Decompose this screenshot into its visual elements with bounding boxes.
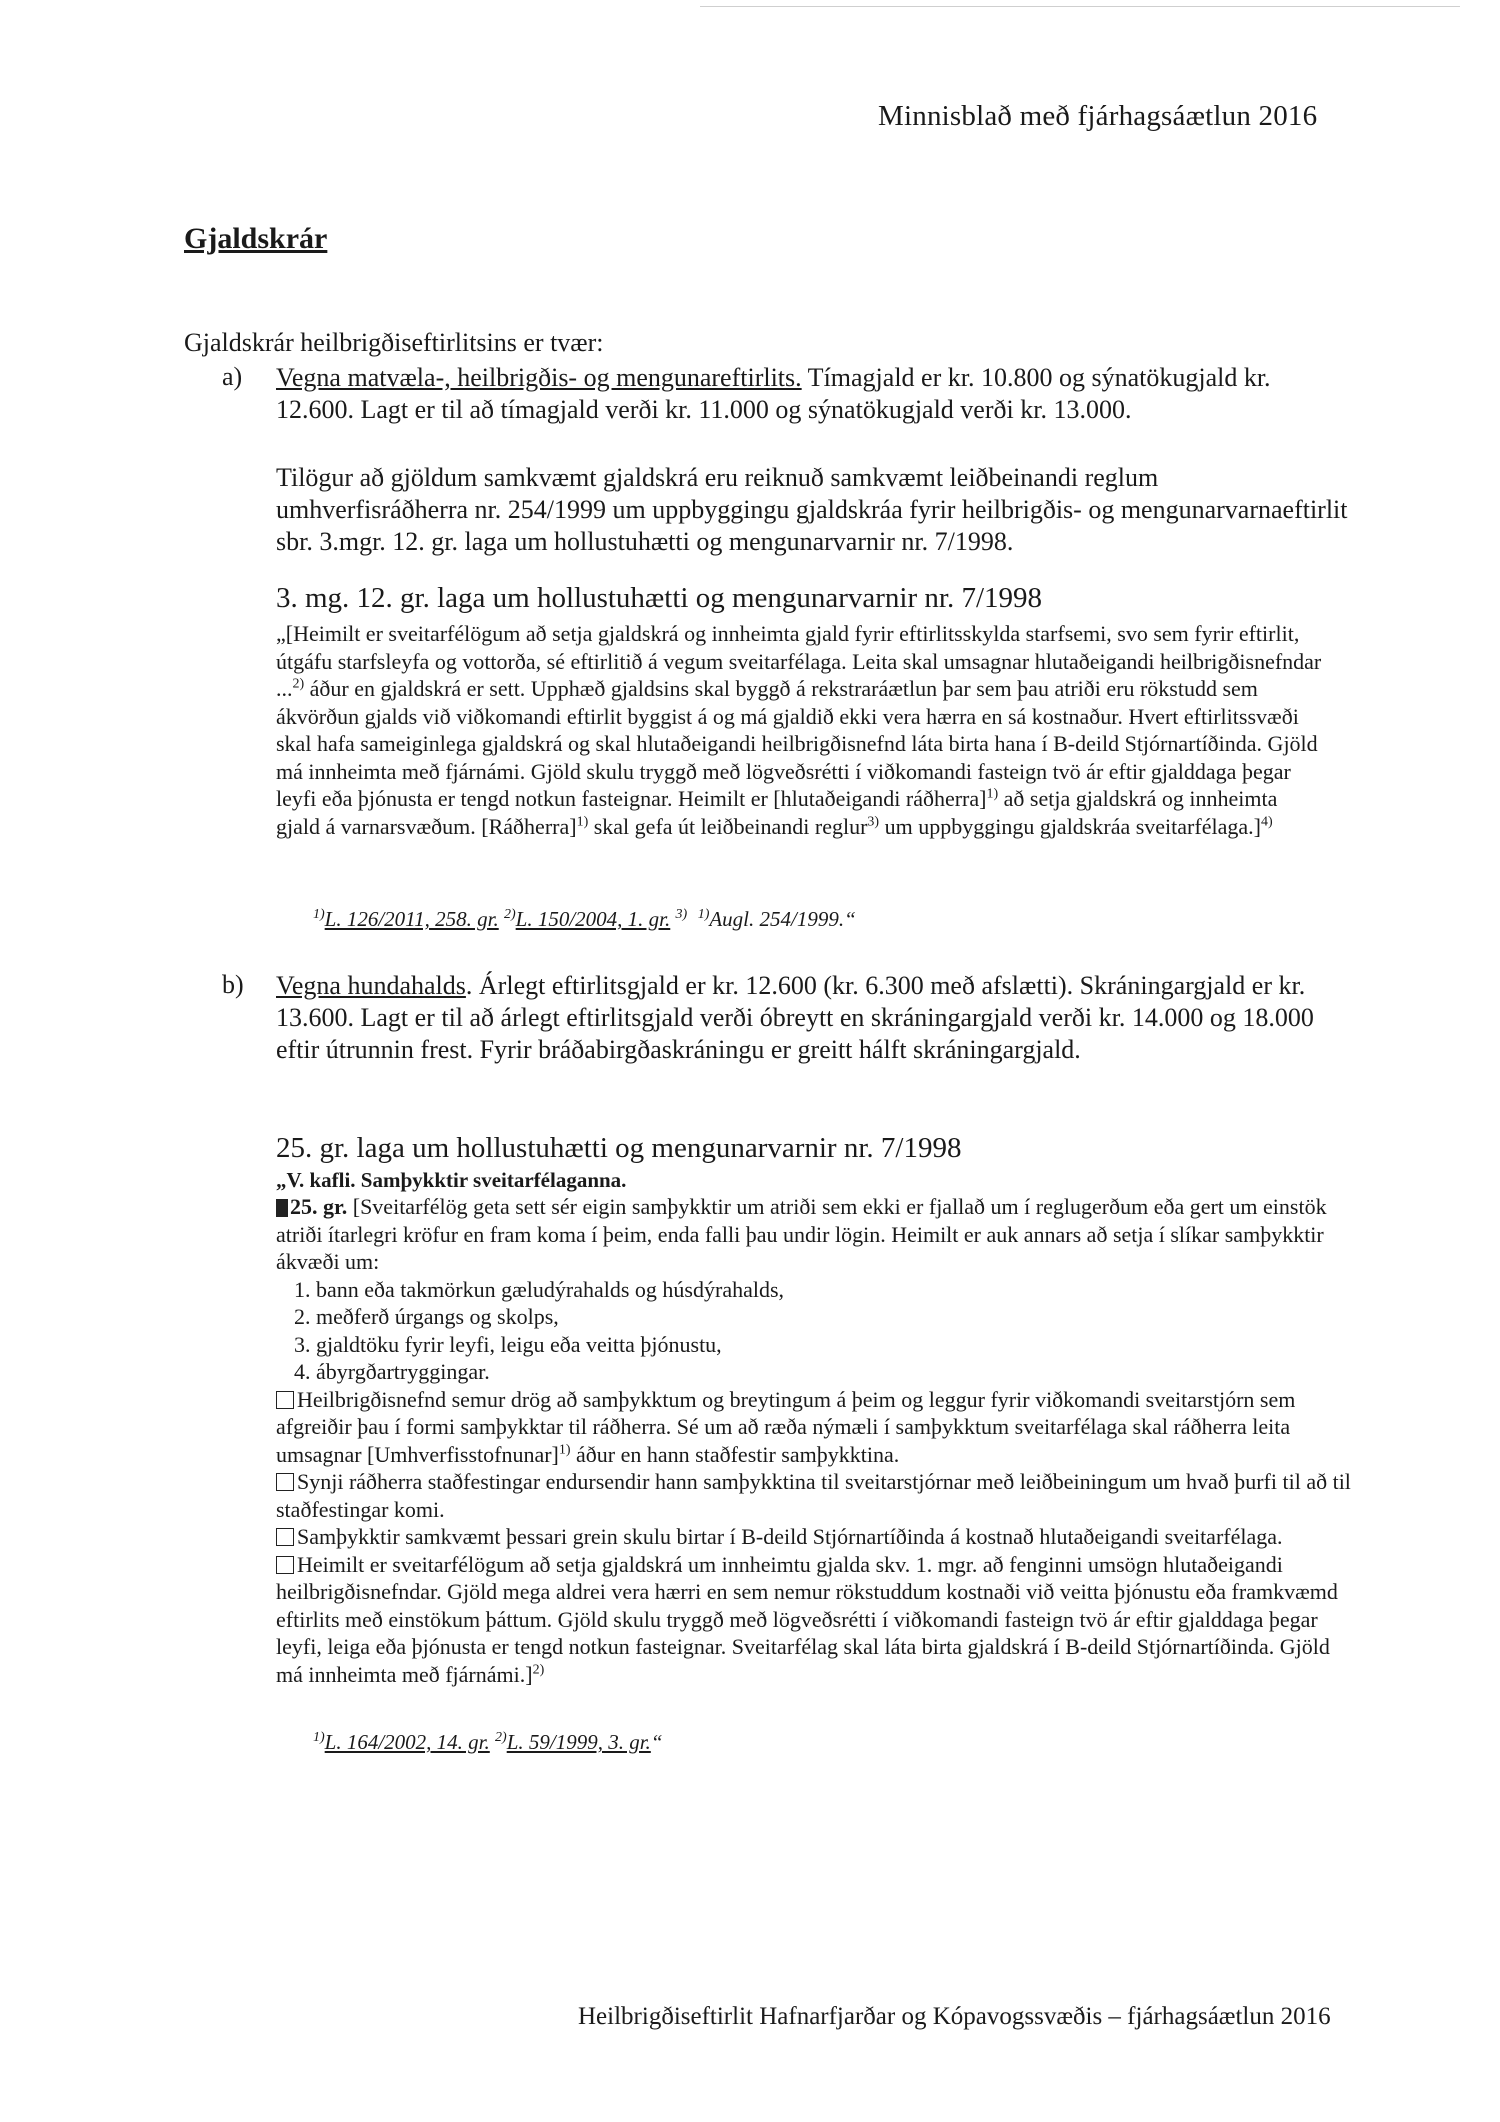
list-item: 4. ábyrgðartryggingar. <box>294 1359 490 1384</box>
item-b-footnotes <box>313 1730 663 1755</box>
item-b-heading: Vegna hundahalds <box>276 971 466 1000</box>
footnote-text: Augl. 254/1999.“ <box>709 907 856 931</box>
footnote-ref: 2) <box>292 676 305 692</box>
page-header: Minnisblað með fjárhagsáætlun 2016 <box>878 100 1318 132</box>
quote-text: að setja gjaldskrá og innheimta gjald á varnarsvæðum. [Ráðherra] <box>276 786 1278 839</box>
footnote-ref: 2) <box>532 1662 545 1678</box>
footnote-ref: 1) <box>576 814 589 830</box>
item-b-paragraph <box>276 970 1356 1066</box>
paragraph-marker-icon <box>276 1528 294 1546</box>
article-text: [Sveitarfélög geta sett sér eigin samþykktir um atriði sem ekki er fjallað um í reglugerðum eða gert um einstök atriði ítarlegri kröfur en fram koma í þeim, enda falli þau undir lögin. Heimilt er auk annars að setja í slíkar samþykktir ákvæði um: <box>276 1194 1327 1274</box>
footnote-link[interactable]: L. 59/1999, 3. gr. <box>506 1730 651 1754</box>
article-paragraph <box>276 1386 1356 1469</box>
footnote-ref: 2) <box>503 907 516 922</box>
footnote-ref: 2) <box>495 1730 507 1745</box>
item-a-law-quote <box>276 620 1326 840</box>
item-a-footnotes <box>313 907 856 932</box>
quote-text: „[Heimilt er sveitarfélögum að setja gjaldskrá og innheimta gjald fyrir eftirlitsskylda starfsemi, svo sem fyrir eftirlit, útgáfu starfsleyfa og vottorða, sé eftirlitið á vegum sveitarfélaga. Leita skal umsagnar hlutaðeigandi heilbrigðisnefndar ... <box>276 621 1322 701</box>
item-b-law-quote <box>276 1193 1356 1688</box>
section-marker-icon <box>276 1199 288 1217</box>
paragraph-marker-icon <box>276 1556 294 1574</box>
paragraph-text: áður en hann staðfestir samþykktina. <box>570 1441 900 1467</box>
article-paragraph <box>276 1193 1356 1276</box>
paragraph-marker-icon <box>276 1391 294 1409</box>
item-a-label: a) <box>222 362 243 391</box>
paragraph-text: Samþykktir samkvæmt þessari grein skulu birtar í B-deild Stjórnartíðinda á kostnað hlutaðeigandi sveitarfélaga. <box>297 1524 1283 1549</box>
paragraph-text: Heilbrigðisnefnd semur drög að samþykktum og breytingum á þeim og leggur fyrir viðkomandi sveitarstjórn sem afgreiðir þau í formi samþykktar til ráðherra. Sé um að ræða nýmæli í samþykktum sveitarfélaga skal ráðherra leita umsagnar [Umhverfisstofnunar] <box>276 1386 1296 1467</box>
footnote-ref: 1) <box>313 907 325 922</box>
footnote-ref: 1) <box>313 1730 325 1745</box>
item-b-label: b) <box>222 970 244 999</box>
list-item: 2. meðferð úrgangs og skolps, <box>294 1304 559 1329</box>
quote-text: skal gefa út leiðbeinandi reglur <box>588 813 868 839</box>
quote-text: áður en gjaldskrá er sett. Upphæð gjaldsins skal byggð á rekstraráætlun þar sem þau atriði eru rökstudd sem ákvörðun gjalds við viðkomandi eftirlit byggist á og má gjaldið ekki vera hærra en sá kostnaður. Hvert eftirlitssvæði skal hafa sameiginlega gjaldskrá og skal hlutaðeigandi heilbrigðisnefnd láta birta hana í B-deild Stjórnartíðinda. Gjöld má innheimta með fjárnámi. Gjöld skulu tryggð með lögveðsrétti í viðkomandi fasteign tvö ár eftir gjalddaga þegar leyfi eða þjónusta er tengd notkun fasteignar. Heimilt er [hlutaðeigandi ráðherra] <box>276 676 1318 811</box>
item-a-proposal: Tilögur að gjöldum samkvæmt gjaldskrá eru reiknuð samkvæmt leiðbeinandi reglum umhverfisráðherra nr. 254/1999 um uppbyggingu gjaldskráa fyrir heilbrigðis- og mengunarvarnaeftirlit sbr. 3.mgr. 12. gr. laga um hollustuhætti og mengunarvarnir nr. 7/1998. <box>276 463 1348 556</box>
item-b-text: . Árlegt eftirlitsgjald er kr. 12.600 (kr. 6.300 með afslætti). Skráningargjald er kr. 13.600. Lagt er til að árlegt eftirlitsgjald verði óbreytt en skráningargjald verði kr. 14.000 og 18.000 eftir útrunnin frest. Fyrir bráðabirgðaskráningu er greitt hálft skráningargjald. <box>276 971 1314 1064</box>
footnote-ref: 1) <box>697 907 710 922</box>
page-title: Gjaldskrár <box>184 222 328 255</box>
intro-text: Gjaldskrár heilbrigðiseftirlitsins er tvær: <box>184 328 604 357</box>
article-paragraph <box>276 1468 1356 1523</box>
footnote-ref: 4) <box>1260 814 1273 830</box>
paragraph-text: Synji ráðherra staðfestingar endursendir hann samþykktina til sveitarstjórnar með leiðbeiningum um hvað þurfi til að til staðfestingar komi. <box>276 1469 1351 1522</box>
footnote-ref: 1) <box>558 1442 571 1458</box>
item-b-law-heading: 25. gr. laga um hollustuhætti og mengunarvarnir nr. 7/1998 <box>276 1132 962 1164</box>
item-a-text: Tímagjald er kr. 10.800 og sýnatökugjald kr. 12.600. Lagt er til að tímagjald verði kr. 11.000 og sýnatökugjald verði kr. 13.000. <box>276 363 1271 424</box>
footnote-ref: 1) <box>986 786 999 802</box>
article-label: 25. gr. <box>290 1194 348 1219</box>
chapter-heading: „V. kafli. Samþykktir sveitarfélaganna. <box>276 1168 627 1192</box>
list-item: 3. gjaldtöku fyrir leyfi, leigu eða veitta þjónustu, <box>294 1331 722 1357</box>
paragraph-marker-icon <box>276 1473 294 1491</box>
quote-text: um uppbyggingu gjaldskráa sveitarfélaga.] <box>879 813 1261 839</box>
item-a-law-heading: 3. mg. 12. gr. laga um hollustuhætti og mengunarvarnir nr. 7/1998 <box>276 582 1043 614</box>
scan-top-line <box>700 6 1460 7</box>
item-a-heading: Vegna matvæla-, heilbrigðis- og mengunareftirlits. <box>276 363 802 392</box>
footnote-link[interactable]: L. 126/2011, 258. gr. <box>324 907 499 931</box>
footnote-text: “ <box>650 1730 663 1754</box>
footnote-link[interactable]: L. 164/2002, 14. gr. <box>324 1730 490 1754</box>
paragraph-text: Heimilt er sveitarfélögum að setja gjaldskrá um innheimtu gjalda skv. 1. mgr. að fenginni umsögn hlutaðeigandi heilbrigðisnefndar. Gjöld mega aldrei vera hærri en sem nemur rökstuddum kostnaði við veitta þjónustu eða framkvæmd eftirlits með einstökum þáttum. Gjöld skulu tryggð með lögveðsrétti í viðkomandi fasteign tvö ár eftir gjalddaga þegar leyfi, leiga eða þjónusta er tengd notkun fasteignar. Sveitarfélag skal láta birta gjaldskrá í B-deild Stjórnartíðinda. Gjöld má innheimta með fjárnámi.] <box>276 1551 1338 1687</box>
article-paragraph <box>276 1551 1356 1689</box>
article-paragraph <box>276 1523 1356 1551</box>
footnote-ref: 3) <box>867 814 880 830</box>
item-a-paragraph <box>276 362 1336 426</box>
list-item: 1. bann eða takmörkun gæludýrahalds og húsdýrahalds, <box>294 1276 785 1302</box>
page-footer: Heilbrigðiseftirlit Hafnarfjarðar og Kópavogssvæðis – fjárhagsáætlun 2016 <box>578 2003 1331 2030</box>
footnote-link[interactable]: L. 150/2004, 1. gr. <box>515 907 671 931</box>
footnote-ref: 3) <box>675 907 688 922</box>
